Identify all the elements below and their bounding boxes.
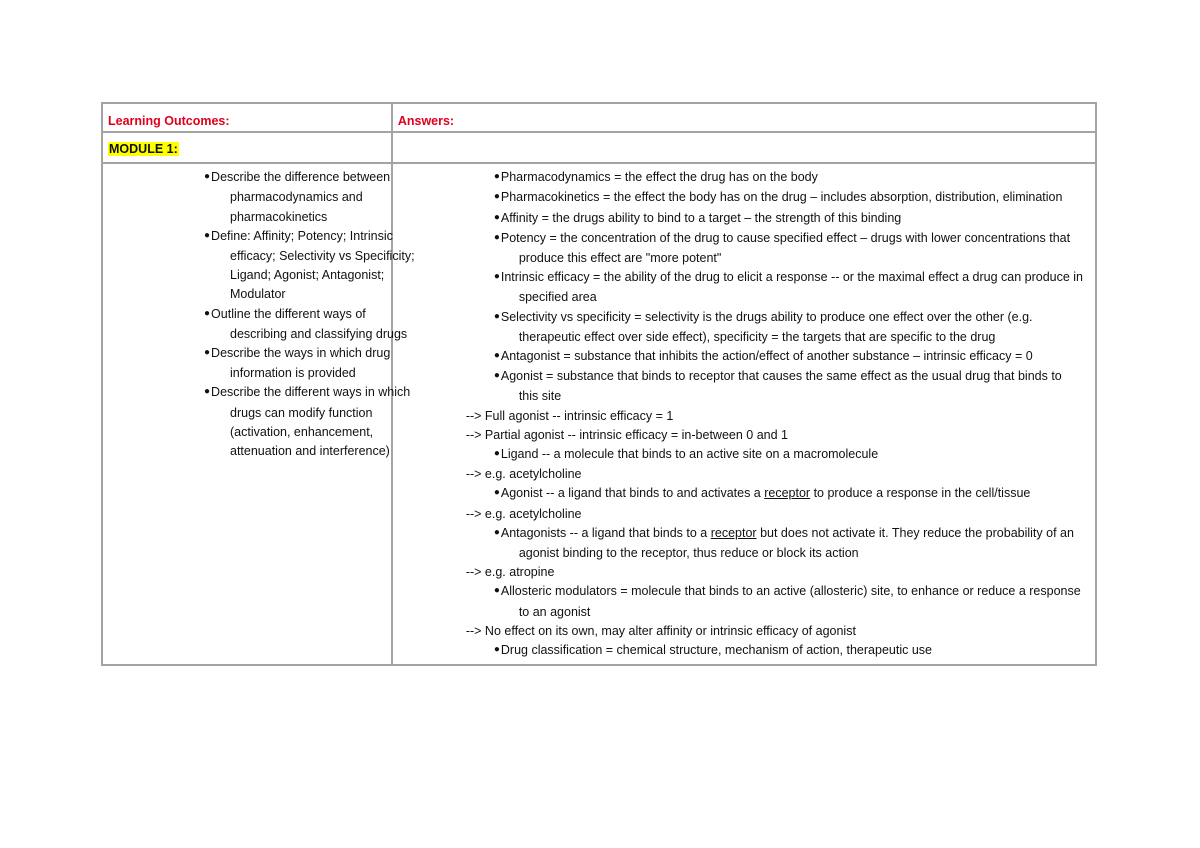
- module-row: [102, 132, 1096, 163]
- answer-item: [494, 229, 1084, 268]
- answer-item: [494, 268, 1084, 307]
- answer-text: Potency = the concentration of the drug to cause specified effect – drugs with lower concentrations that produce this effect are "more potent": [500, 230, 1071, 266]
- outcome-item: [203, 305, 425, 344]
- answer-text-before: Agonist -- a ligand that binds to and activates a: [500, 486, 765, 501]
- bullet-icon: ●: [204, 171, 211, 183]
- answer-item: [494, 367, 1084, 406]
- answers-cell: [392, 163, 1096, 665]
- bullet-icon: ●: [493, 231, 500, 243]
- answer-item: [494, 188, 1084, 208]
- answer-text: Allosteric modulators = molecule that binds to an active (allosteric) site, to enhance or reduce a response to an agonist: [500, 584, 1081, 619]
- answer-item: [494, 484, 1084, 504]
- outcomes-list: [108, 168, 415, 461]
- answer-text: Pharmacodynamics = the effect the drug has on the body: [500, 170, 818, 185]
- bullet-icon: ●: [493, 644, 500, 656]
- answer-underlined-term: receptor: [764, 486, 811, 501]
- outcome-text: Describe the different ways in which drugs can modify function (activation, enhancement, attenuation and interference): [211, 385, 411, 459]
- outcome-text: Define: Affinity; Potency; Intrinsic efficacy; Selectivity vs Specificity; Ligand; Agonist; Antagonist; Modulator: [211, 228, 415, 302]
- learning-outcomes-table: [101, 102, 1097, 666]
- answer-text: Pharmacokinetics = the effect the body has on the drug – includes absorption, distribution, elimination: [500, 190, 1063, 205]
- answer-arrow-note: --> e.g. acetylcholine: [465, 467, 582, 482]
- bullet-icon: ●: [493, 211, 500, 223]
- outcome-text: Outline the different ways of describing and classifying drugs: [211, 306, 408, 341]
- bullet-icon: ●: [493, 171, 500, 183]
- answer-text: Antagonist = substance that inhibits the action/effect of another substance – intrinsic efficacy = 0: [500, 349, 1033, 364]
- bullet-icon: ●: [204, 307, 211, 319]
- answer-arrow-note: --> Full agonist -- intrinsic efficacy = 1: [465, 408, 674, 423]
- outcome-text: Describe the ways in which drug information is provided: [211, 346, 391, 381]
- bullet-icon: ●: [493, 585, 500, 597]
- bullet-icon: ●: [493, 310, 500, 322]
- answer-text: Intrinsic efficacy = the ability of the drug to elicit a response -- or the maximal effect a drug can produce in specified area: [500, 270, 1084, 305]
- module-answer-cell: [392, 132, 1096, 163]
- bullet-icon: ●: [204, 347, 211, 359]
- answer-text: Ligand -- a molecule that binds to an active site on a macromolecule: [500, 447, 879, 462]
- answer-arrow-note: --> Partial agonist -- intrinsic efficacy = in-between 0 and 1: [465, 427, 788, 442]
- answer-text: Drug classification = chemical structure, mechanism of action, therapeutic use: [500, 643, 932, 658]
- answer-text-before: Antagonists -- a ligand that binds to a: [500, 525, 711, 540]
- answer-item: [494, 445, 1084, 465]
- outcome-item: [203, 344, 425, 383]
- outcomes-cell: [102, 163, 415, 665]
- answer-item: [494, 209, 1084, 229]
- bullet-icon: ●: [493, 191, 500, 203]
- header-cell-answers: [392, 103, 1096, 132]
- bullet-icon: ●: [493, 487, 500, 499]
- answer-arrow-note: --> e.g. atropine: [465, 565, 555, 580]
- bullet-icon: ●: [204, 386, 211, 398]
- answer-text: Selectivity vs specificity = selectivity is the drugs ability to produce one effect over the other (e.g. therapeutic effect over side effect), specificity = the targets that are specific to the drug: [500, 309, 1033, 344]
- header-cell-outcomes: [102, 103, 392, 132]
- bullet-icon: ●: [493, 271, 500, 283]
- module-cell: [102, 132, 392, 163]
- answer-arrow-note: --> e.g. acetylcholine: [465, 506, 582, 521]
- answer-item: [494, 524, 1084, 563]
- answer-arrow-note: --> No effect on its own, may alter affinity or intrinsic efficacy of agonist: [465, 623, 856, 638]
- bullet-icon: ●: [493, 526, 500, 538]
- answers-list: [398, 168, 1090, 661]
- header-answers: Answers:: [397, 114, 455, 128]
- bullet-icon: ●: [493, 448, 500, 460]
- answer-text: Agonist = substance that binds to receptor that causes the same effect as the usual drug that binds to this site: [500, 369, 1062, 404]
- answer-underlined-term: receptor: [710, 525, 757, 540]
- outcome-item: [203, 227, 425, 305]
- answer-item: [494, 641, 1084, 661]
- answer-text: Affinity = the drugs ability to bind to a target – the strength of this binding: [500, 210, 902, 225]
- module-label: MODULE 1:: [109, 142, 178, 157]
- bullet-icon: ●: [493, 370, 500, 382]
- outcome-text: Describe the difference between pharmacodynamics and pharmacokinetics: [211, 170, 391, 224]
- answer-item: [494, 168, 1084, 188]
- bullet-icon: ●: [493, 350, 500, 362]
- header-row: [102, 103, 1096, 132]
- answer-item: [494, 308, 1084, 347]
- answer-text-after: to produce a response in the cell/tissue: [810, 486, 1031, 501]
- outcome-item: [203, 168, 425, 227]
- bullet-icon: ●: [204, 229, 211, 241]
- content-row: [102, 163, 1096, 665]
- answer-item: [494, 347, 1084, 367]
- answer-item: [494, 582, 1084, 621]
- outcome-item: [203, 383, 425, 461]
- header-learning-outcomes: Learning Outcomes:: [108, 114, 230, 128]
- answer-text-after: but does not activate it. They reduce the probability of an agonist binding to the receptor, thus reduce or block its action: [518, 525, 1074, 561]
